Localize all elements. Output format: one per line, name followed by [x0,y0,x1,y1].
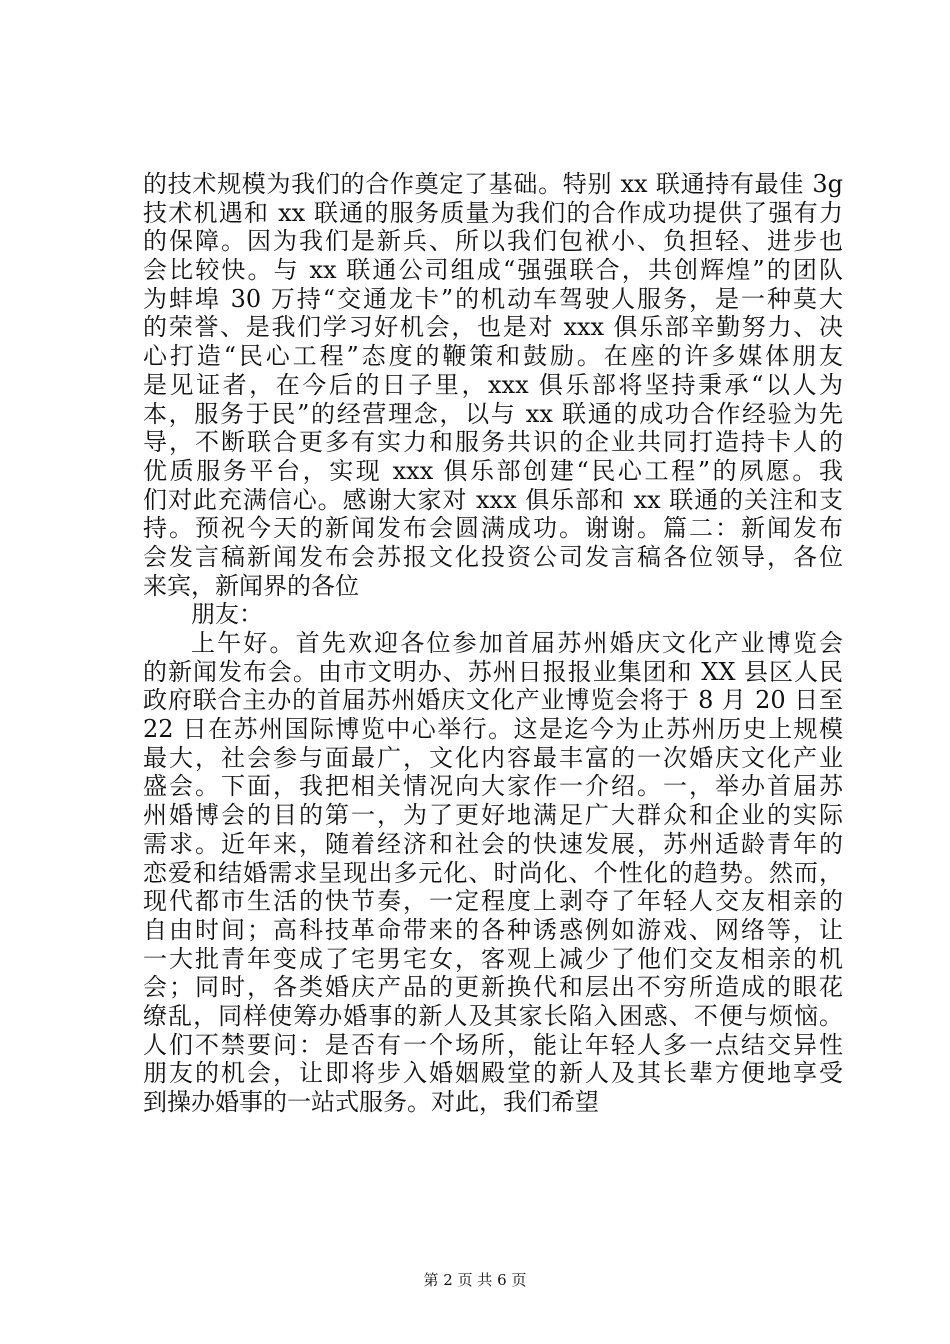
text-line: 缭乱，同样使筹办婚事的新人及其家长陷入困惑、不便与烦恼。 [143,1001,843,1030]
text-line: 恋爱和结婚需求呈现出多元化、时尚化、个性化的趋势。然而， [143,858,843,887]
text-line: 最大，社会参与面最广，文化内容最丰富的一次婚庆文化产业 [143,743,843,772]
page-footer: 第 2 页 共 6 页 [423,1271,527,1289]
text-line: 本，服务于民”的经营理念，以与 xx 联通的成功合作经验为先 [143,399,843,428]
text-line: 来宾，新闻界的各位 [143,571,359,600]
text-line: 22 日在苏州国际博览中心举行。这是迄今为止苏州历史上规模 [143,715,843,744]
text-line: 持。预祝今天的新闻发布会圆满成功。谢谢。篇二：新闻发布 [143,514,843,543]
text-line: 现代都市生活的快节奏，一定程度上剥夺了年轻人交友相亲的 [143,887,843,916]
text-line: 朋友的机会，让即将步入婚姻殿堂的新人及其长辈方便地享受 [143,1059,843,1088]
text-line: 上午好。首先欢迎各位参加首届苏州婚庆文化产业博览会 [191,629,843,657]
text-line: 盛会。下面，我把相关情况向大家作一介绍。一，举办首届苏 [143,772,843,801]
text-line: 为蚌埠 30 万持“交通龙卡”的机动车驾驶人服务，是一种莫大 [143,284,843,313]
text-line: 需求。近年来，随着经济和社会的快速发展，苏州适龄青年的 [143,829,843,858]
text-line: 的荣誉、是我们学习好机会，也是对 xxx 俱乐部辛勤努力、决 [143,313,843,342]
text-line: 的新闻发布会。由市文明办、苏州日报报业集团和 XX 县区人民 [143,657,843,686]
text-line: 政府联合主办的首届苏州婚庆文化产业博览会将于 8 月 20 日至 [143,686,843,715]
text-line: 心打造“民心工程”态度的鞭策和鼓励。在座的许多媒体朋友 [143,342,843,371]
text-line: 的技术规模为我们的合作奠定了基础。特别 xx 联通持有最佳 3g [143,170,843,198]
text-line: 会；同时，各类婚庆产品的更新换代和层出不穷所造成的眼花 [143,973,843,1002]
text-line: 导，不断联合更多有实力和服务共识的企业共同打造持卡人的 [143,428,843,457]
text-line: 会比较快。与 xx 联通公司组成“强强联合，共创辉煌”的团队 [143,256,843,285]
text-line: 朋友： [191,600,263,629]
body-text [143,170,843,1117]
text-line: 自由时间；高科技革命带来的各种诱惑例如游戏、网络等，让 [143,915,843,944]
text-line: 优质服务平台，实现 xxx 俱乐部创建“民心工程”的夙愿。我 [143,456,843,485]
text-line: 会发言稿新闻发布会苏报文化投资公司发言稿各位领导，各位 [143,542,843,571]
text-line: 人们不禁要问：是否有一个场所，能让年轻人多一点结交异性 [143,1030,843,1059]
text-line: 技术机遇和 xx 联通的服务质量为我们的合作成功提供了强有力 [143,198,843,227]
text-line: 是见证者，在今后的日子里，xxx 俱乐部将坚持秉承“以人为 [143,370,843,399]
text-line: 们对此充满信心。感谢大家对 xxx 俱乐部和 xx 联通的关注和支 [143,485,843,514]
text-line: 州婚博会的目的第一，为了更好地满足广大群众和企业的实际 [143,801,843,830]
text-line: 一大批青年变成了宅男宅女，客观上减少了他们交友相亲的机 [143,944,843,973]
text-line: 到操办婚事的一站式服务。对此，我们希望 [143,1088,599,1116]
text-line: 的保障。因为我们是新兵、所以我们包袱小、负担轻、进步也 [143,227,843,256]
